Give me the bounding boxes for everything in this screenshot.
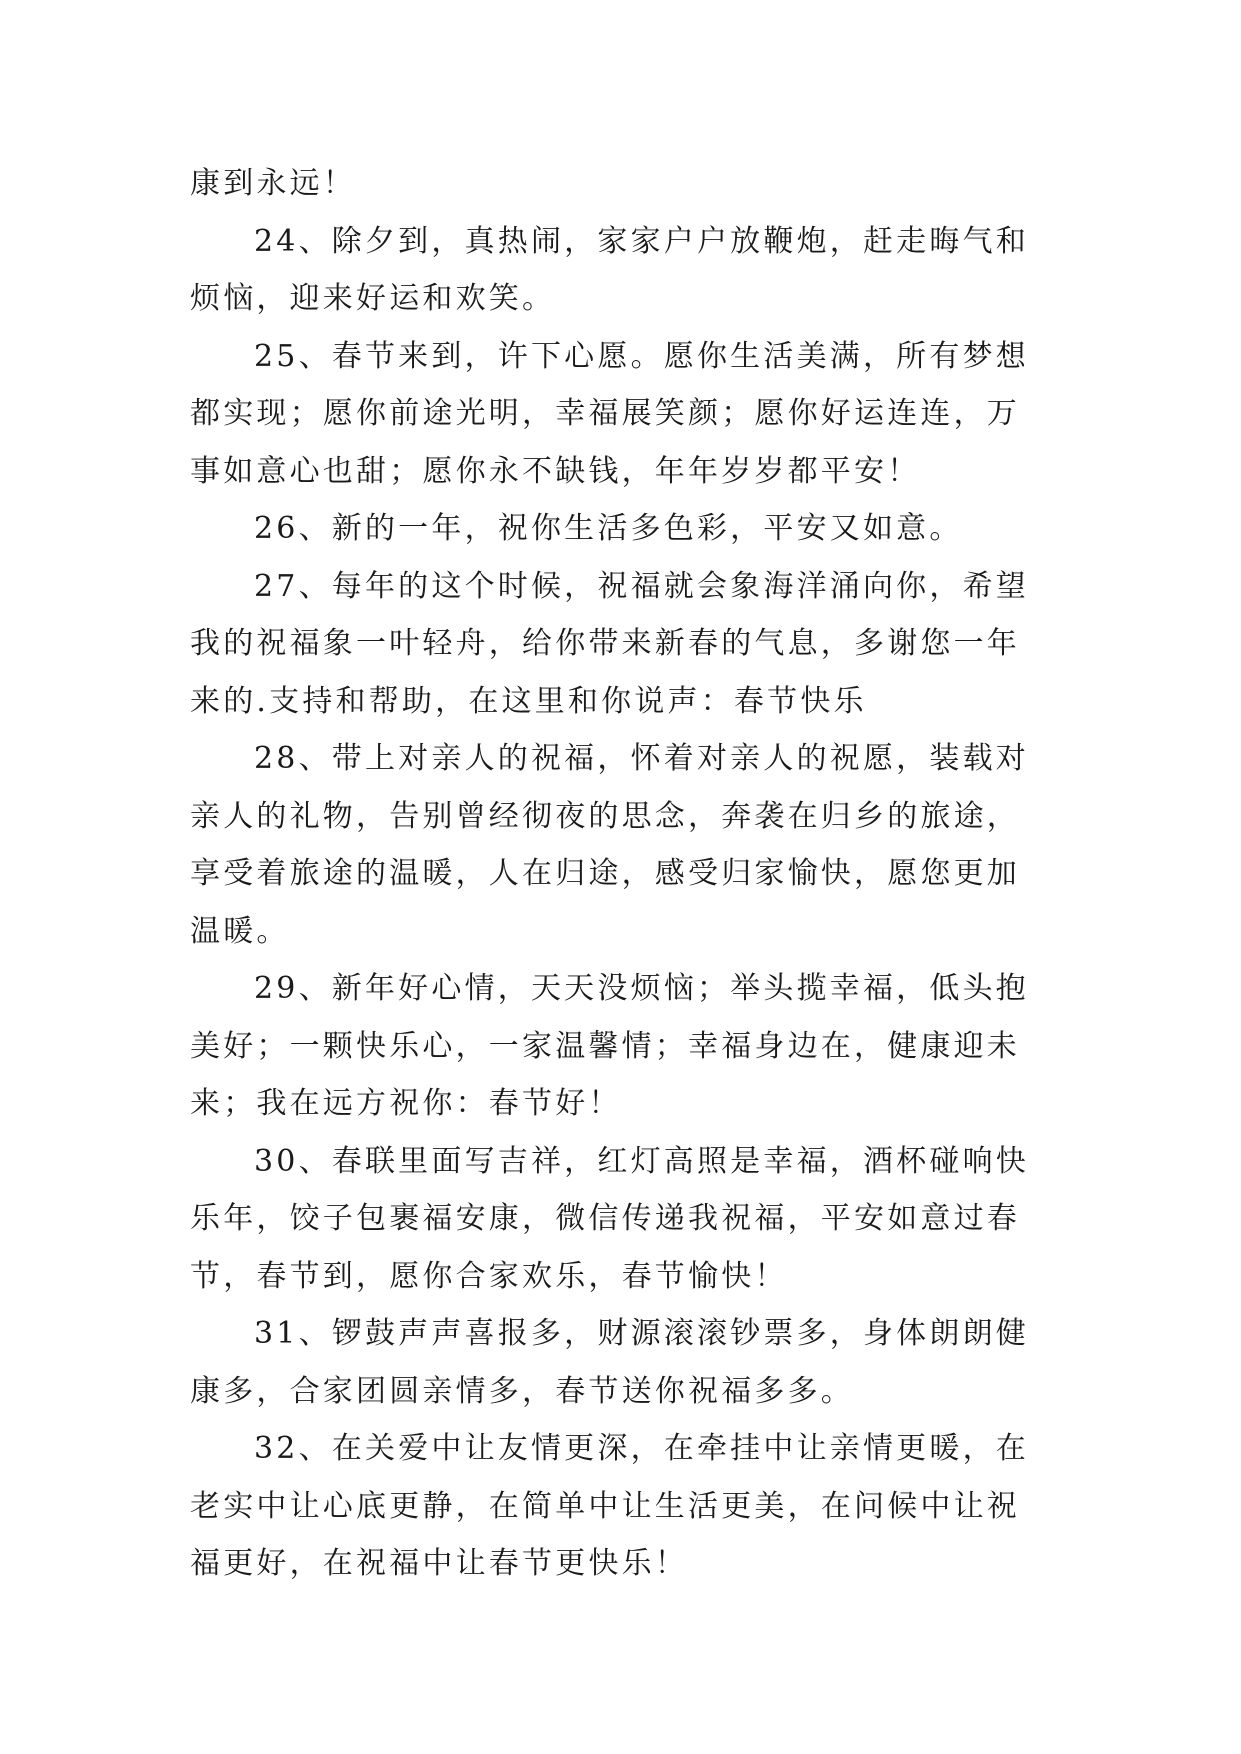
paragraph-30: 30、春联里面写吉祥，红灯高照是幸福，酒杯碰响快乐年，饺子包裹福安康，微信传递我祝福，平安如意过春节，春节到，愿你合家欢乐，春节愉快！ <box>190 1143 1029 1294</box>
paragraph-29: 29、新年好心情，天天没烦恼；举头揽幸福，低头抱美好；一颗快乐心，一家温馨情；幸福身边在，健康迎未来；我在远方祝你：春节好！ <box>190 971 1029 1121</box>
paragraph-continuation: 康到永远！ <box>190 166 356 201</box>
paragraph-25: 25、春节来到，许下心愿。愿你生活美满，所有梦想都实现；愿你前途光明，幸福展笑颜；愿你好运连连，万事如意心也甜；愿你永不缺钱，年年岁岁都平安！ <box>190 338 1029 489</box>
paragraph-32: 32、在关爱中让友情更深，在牵挂中让亲情更暖，在老实中让心底更静，在简单中让生活更美，在问候中让祝福更好，在祝福中让春节更快乐！ <box>190 1431 1029 1581</box>
document-body <box>190 155 1052 1593</box>
paragraph-31: 31、锣鼓声声喜报多，财源滚滚钞票多，身体朗朗健康多，合家团圆亲情多，春节送你祝福多多。 <box>190 1316 1029 1409</box>
paragraph-27: 27、每年的这个时候，祝福就会象海洋涌向你，希望我的祝福象一叶轻舟，给你带来新春的气息，多谢您一年来的.支持和帮助，在这里和你说声：春节快乐 <box>190 568 1029 719</box>
paragraph-28: 28、带上对亲人的祝福，怀着对亲人的祝愿，装载对亲人的礼物，告别曾经彻夜的思念，奔袭在归乡的旅途，享受着旅途的温暖，人在归途，感受归家愉快，愿您更加温暖。 <box>190 741 1029 949</box>
paragraph-24: 24、除夕到，真热闹，家家户户放鞭炮，赶走晦气和烦恼，迎来好运和欢笑。 <box>190 223 1029 316</box>
paragraph-26: 26、新的一年，祝你生活多色彩，平安又如意。 <box>254 511 963 546</box>
